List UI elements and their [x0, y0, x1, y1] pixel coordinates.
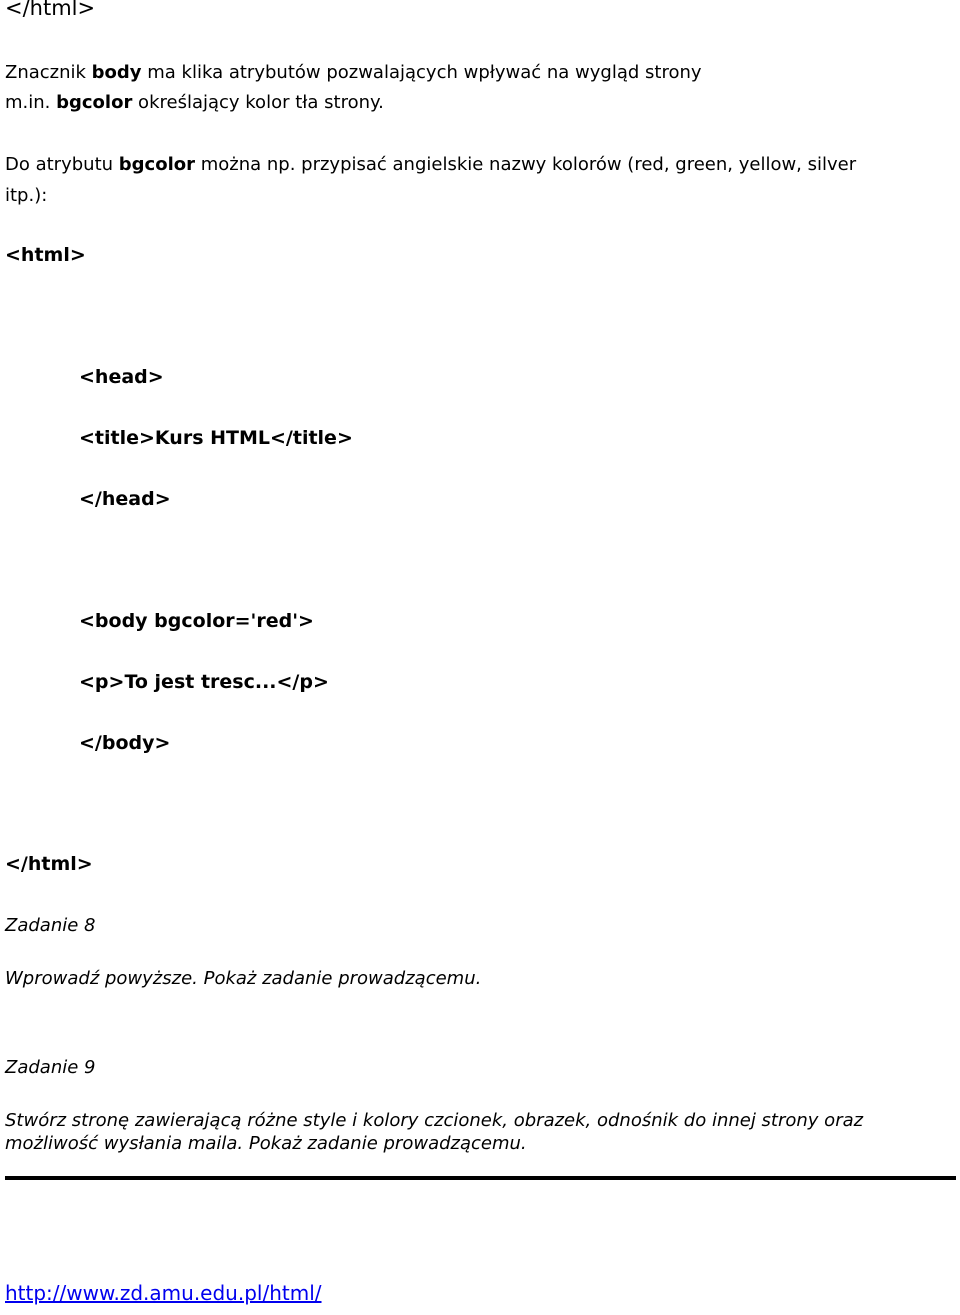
- task9-heading: Zadanie 9: [5, 1057, 96, 1078]
- task8-heading: Zadanie 8: [5, 915, 96, 936]
- task9-text-line-1: Stwórz stronę zawierającą różne style i kolory czcionek, obrazek, odnośnik do innej strony oraz: [5, 1110, 864, 1131]
- intro-bold-body: body: [91, 62, 142, 83]
- footer-url-link[interactable]: http://www.zd.amu.edu.pl/html/: [5, 1281, 322, 1305]
- intro-text: m.in.: [5, 92, 57, 113]
- code-body-close: </body>: [79, 732, 171, 754]
- code-body-open: <body bgcolor='red'>: [79, 610, 314, 632]
- code-html-close: </html>: [5, 853, 93, 875]
- note-text: można np. przypisać angielskie nazwy kolorów (red, green, yellow, silver: [194, 154, 857, 175]
- intro-text: określający kolor tła strony.: [132, 92, 384, 113]
- note-bold-bgcolor: bgcolor: [118, 154, 195, 175]
- code-head-close: </head>: [79, 488, 171, 510]
- intro-line-2: [5, 88, 384, 118]
- footer-divider: [5, 1176, 956, 1180]
- code-html-open: <html>: [5, 244, 86, 266]
- task8-text: Wprowadź powyższe. Pokaż zadanie prowadzącemu.: [5, 968, 482, 989]
- code-title: <title>Kurs HTML</title>: [79, 427, 353, 449]
- note-line-1: [5, 150, 856, 180]
- intro-bold-bgcolor: bgcolor: [56, 92, 133, 113]
- note-text: Do atrybutu: [5, 154, 119, 175]
- intro-text: Znacznik: [5, 62, 92, 83]
- note-line-2: itp.):: [5, 185, 48, 206]
- intro-text: ma klika atrybutów pozwalających wpływać na wygląd strony: [141, 62, 702, 83]
- code-head-open: <head>: [79, 366, 164, 388]
- top-html-close-fragment: </html>: [5, 0, 96, 20]
- intro-line-1: [5, 58, 702, 88]
- task9-text-line-2: możliwość wysłania maila. Pokaż zadanie prowadzącemu.: [5, 1133, 527, 1154]
- code-paragraph: <p>To jest tresc...</p>: [79, 671, 329, 693]
